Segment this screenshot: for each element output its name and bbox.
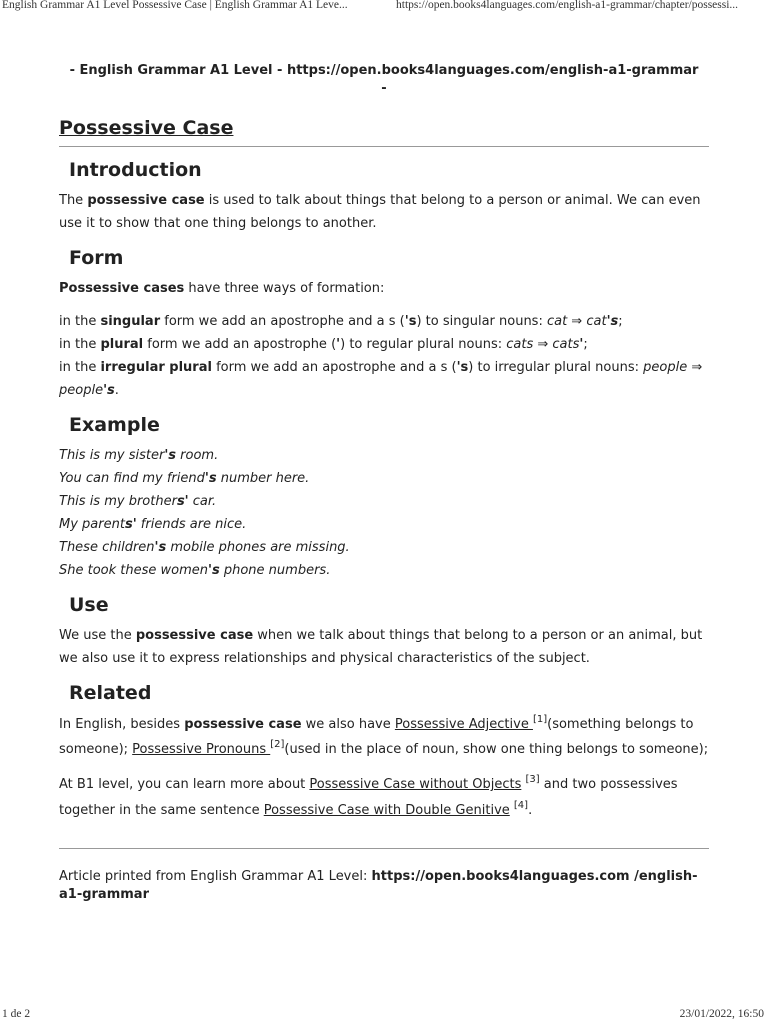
text: This is my sister — [59, 448, 165, 463]
link-possessive-case-without-objects[interactable]: Possessive Case without Objects — [309, 777, 522, 792]
print-datetime: 23/01/2022, 16:50 — [679, 1008, 764, 1020]
text: ) to regular plural nouns: — [340, 337, 507, 352]
site-line — [59, 62, 709, 98]
bold-term: 's — [404, 314, 417, 329]
text: mobile phones are missing. — [166, 540, 350, 555]
bold-term: possessive case — [87, 193, 205, 208]
link-possessive-case-double-genitive[interactable]: Possessive Case with Double Genitive — [263, 803, 510, 818]
heading-use: Use — [69, 594, 109, 616]
form-irregular — [59, 356, 709, 402]
text: when we talk about things that belong to a person or an animal, but we also use it to express relationships and physical characteristics of the subject. — [59, 628, 703, 666]
bold-term: plural — [100, 337, 144, 352]
bold-term: 's — [456, 360, 469, 375]
text: form we add an apostrophe and a s ( — [211, 360, 457, 375]
text: we also have — [301, 717, 395, 732]
bold-suffix: s' — [176, 494, 189, 509]
bold-term: singular — [100, 314, 161, 329]
heading-related: Related — [69, 682, 152, 704]
text: have three ways of formation: — [184, 281, 385, 296]
text: friends are nice. — [136, 517, 247, 532]
example-line — [59, 490, 709, 513]
footnote-ref: [3] — [525, 774, 540, 785]
italic-example: cats ⇒ cats — [506, 337, 580, 352]
print-header-url: https://open.books4languages.com/english-a1-grammar/chapter/possessi... — [396, 0, 739, 11]
italic-example: people ⇒ people — [59, 360, 703, 398]
bold-term: possessive case — [135, 628, 254, 643]
footnote-ref: [4] — [513, 800, 529, 811]
text: . — [528, 803, 533, 818]
bold-term: Possessive cases — [59, 281, 185, 296]
text: (something belongs to someone); — [59, 717, 694, 757]
site-line-dash: - — [69, 63, 80, 78]
text: phone numbers. — [219, 563, 331, 578]
site-name: English Grammar A1 Level — [79, 63, 273, 78]
text: In English, besides — [59, 717, 185, 732]
example-line — [59, 559, 709, 582]
text: She took these women — [59, 563, 209, 578]
italic-example: cat ⇒ cat — [546, 314, 607, 329]
bold-suffix: s' — [124, 517, 137, 532]
form-lead — [59, 277, 709, 300]
article — [59, 116, 709, 904]
page-title: Possessive Case — [59, 116, 709, 147]
text: You can find my friend — [59, 471, 205, 486]
print-header-title: English Grammar A1 Level Possessive Case | English Grammar A1 Leve... — [2, 0, 348, 11]
text: car. — [188, 494, 217, 509]
related-paragraph-1 — [59, 712, 709, 762]
related-paragraph-2 — [59, 772, 709, 824]
bold-italic-suffix: 's — [103, 383, 115, 398]
site-line-dash: - — [272, 63, 287, 78]
bold-term: ' — [336, 337, 341, 352]
print-footer-note — [59, 848, 709, 904]
example-line — [59, 536, 709, 559]
bold-suffix: 's — [164, 448, 177, 463]
link-possessive-adjective[interactable]: Possessive Adjective — [394, 717, 533, 732]
heading-form: Form — [69, 247, 124, 269]
text: and two possessives together in the same sentence — [59, 777, 678, 818]
text: ) to singular nouns: — [416, 314, 547, 329]
bold-italic-suffix: ' — [579, 337, 584, 352]
text: These children — [59, 540, 155, 555]
text: number here. — [216, 471, 310, 486]
bold-italic-suffix: 's — [606, 314, 619, 329]
text: in the — [59, 314, 101, 329]
text: form we add an apostrophe and a s ( — [160, 314, 405, 329]
site-line-dash: - — [381, 81, 387, 96]
example-line — [59, 444, 709, 467]
form-singular — [59, 310, 709, 333]
link-possessive-pronouns[interactable]: Possessive Pronouns — [132, 742, 271, 757]
heading-introduction: Introduction — [69, 159, 202, 181]
text: form we add an apostrophe ( — [143, 337, 337, 352]
footer-url[interactable]: https://open.books4languages.com /english-a1-grammar — [59, 869, 698, 902]
text: Article printed from English Grammar A1 Level: — [59, 869, 372, 884]
example-line — [59, 513, 709, 536]
text: ; — [583, 337, 588, 352]
example-line — [59, 467, 709, 490]
text: We use the — [59, 628, 136, 643]
text: At B1 level, you can learn more about — [59, 777, 310, 792]
text: The — [59, 193, 88, 208]
text: ; — [618, 314, 623, 329]
use-paragraph — [59, 624, 709, 670]
intro-paragraph — [59, 189, 709, 235]
text: (used in the place of noun, show one thing belongs to someone); — [284, 742, 709, 757]
form-plural — [59, 333, 709, 356]
bold-suffix: 's — [154, 540, 167, 555]
text: in the — [59, 337, 101, 352]
text: in the — [59, 360, 101, 375]
text: ) to irregular plural nouns: — [468, 360, 644, 375]
bold-term: irregular plural — [100, 360, 212, 375]
page-number: 1 de 2 — [2, 1008, 31, 1020]
bold-suffix: 's — [204, 471, 217, 486]
bold-term: possessive case — [184, 717, 302, 732]
footnote-ref: [1] — [532, 714, 548, 725]
text: My parent — [59, 517, 125, 532]
bold-suffix: 's — [208, 563, 220, 578]
text: . — [114, 383, 119, 398]
heading-example: Example — [69, 414, 160, 436]
text: This is my brother — [59, 494, 177, 509]
footnote-ref: [2] — [270, 739, 285, 750]
site-url[interactable]: https://open.books4languages.com/english-a1-grammar — [286, 63, 699, 78]
text: room. — [176, 448, 219, 463]
text: is used to talk about things that belong to a person or animal. We can even use it to show that one thing belongs to another. — [59, 193, 701, 231]
